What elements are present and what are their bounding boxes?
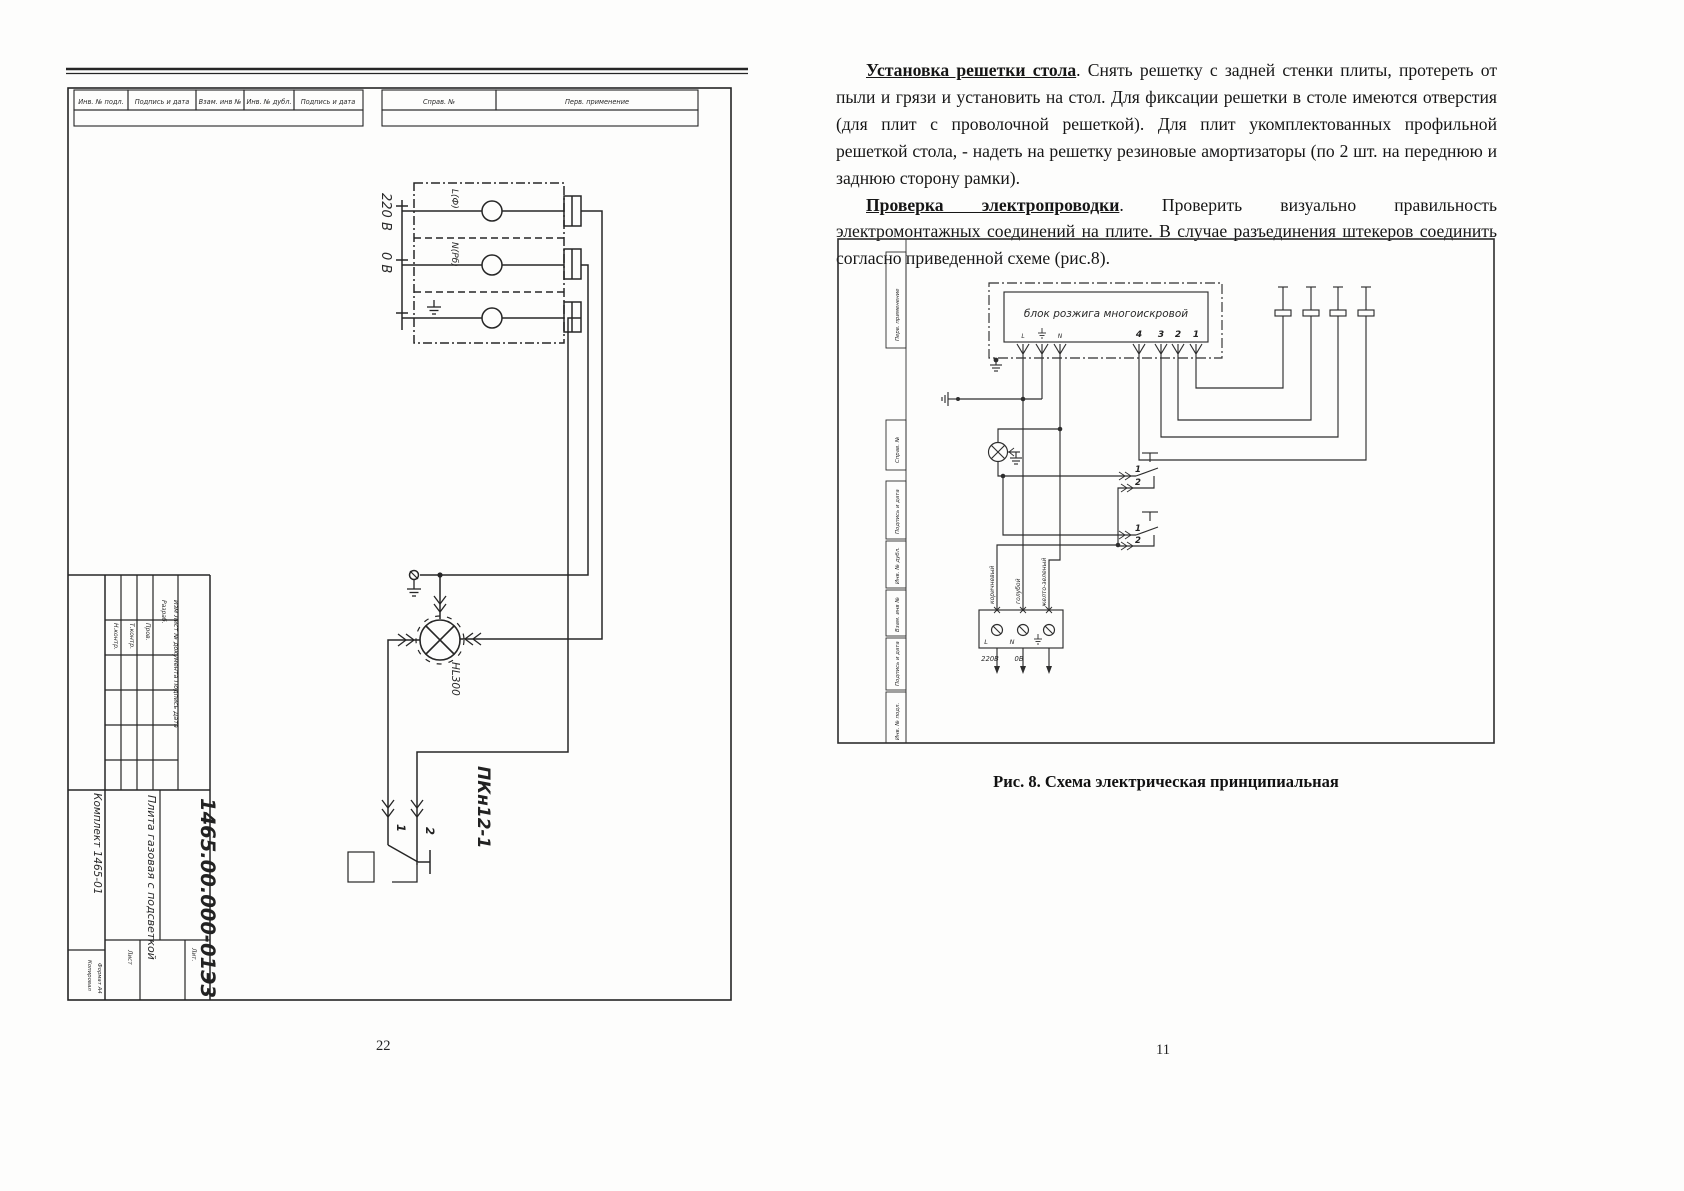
pin-letter: L [1021,333,1025,340]
header-cell-label: Подпись и дата [134,98,190,106]
ground-icon [1038,328,1046,338]
sidebar-cell-label: Подпись и дата [895,641,901,686]
push-button-switch [348,766,493,882]
cell-list-label: Лист [126,950,132,965]
role-label: Н.контр. [112,623,119,650]
ground-icon [990,358,1002,371]
role-label: Разраб. [160,600,167,624]
lamp-symbol [989,443,1023,465]
page-top-rule [66,69,748,74]
figure-8-schematic [820,230,1510,760]
paragraph-lead: Установка решетки стола [866,60,1077,80]
ignition-block [989,283,1222,371]
sidebar-cell-label: Справ. № [895,436,901,463]
contact-1-label: 1 [394,824,408,833]
voltage-220-label: 220 В [378,193,393,231]
sidebar-cell-label: Взам. инв № [895,597,901,632]
sidebar-cell-label: Перв. применение [895,288,901,341]
ground-icon [942,392,1042,406]
supply-terminal-block [979,558,1063,674]
ground-icon [407,580,421,596]
product-name: Плита газовая с подсветкой [145,795,158,960]
contact-2-label: 2 [1135,478,1141,488]
lamp-label: HL300 [449,662,461,696]
contact-2-label: 2 [1135,536,1141,546]
set-label: Комплект 1465-01 [91,793,103,895]
voltage-0-label: 0В [1014,655,1024,663]
contact-1-label: 1 [1135,524,1141,534]
drawing-frame [68,88,731,1000]
title-block [68,575,219,1000]
wire-color-label: голубой [1015,578,1022,604]
wire-color-label: желто-зеленый [1041,557,1048,607]
terminal-l-label: L [984,638,988,646]
terminal-n-label: N [1009,638,1015,646]
cell-lit-label: Лит. [190,948,196,962]
outgoing-arrows [994,648,1052,674]
terminal-l-label: L(Ф) [449,189,459,209]
page-number-left: 22 [376,1038,391,1054]
sidebar-cell-label: Инв. № подл. [895,702,901,740]
ground-icon [427,300,441,314]
figure-sidebar [886,239,906,743]
voltage-220-label: 220В [981,655,999,663]
screw-terminal [992,625,1055,636]
pin-number: 2 [1174,330,1182,340]
terminal-block [378,183,581,343]
header-cell-label: Взам. инв № [198,98,242,106]
voltage-0-label: 0 В [378,252,393,274]
role-label: Пров. [144,623,151,641]
sidebar-cell-label: Инв. № дубл. [895,547,901,584]
left-drawing-sheet [0,0,800,1100]
pin-number: 1 [1192,330,1200,340]
header-cell-label: Инв. № подл. [78,98,124,106]
pin-connectors [1017,344,1202,356]
pin-number: 4 [1135,330,1143,340]
doc-number: 1465.00.000-01Э3 [196,798,219,999]
lamp-symbol [416,616,464,696]
ground-icon [1034,634,1042,644]
contact-1-label: 1 [1135,465,1141,475]
paragraph-lead: Проверка электропроводки [866,194,1120,215]
paragraph [836,57,1497,192]
terminal-n-label: N(Рб) [449,242,459,267]
figure-wiring [942,324,1366,610]
spark-electrodes [1275,287,1374,324]
ignition-block-label: блок розжига многоискровой [1023,308,1189,320]
stamp-header-row: Изм Лист № документа Подпись Дата [172,600,180,728]
footer-copy-label: Копировал [86,960,92,991]
page-number-right: 11 [1156,1042,1170,1058]
header-cell-label: Инв. № дубл. [246,98,292,106]
figure-caption: Рис. 8. Схема электрическая принципиальная [993,772,1339,791]
pin-letter: N [1057,333,1063,340]
header-cell-label: Справ. № [422,98,456,106]
wire-color-label: коричневый [989,565,996,604]
role-label: Т.контр. [128,623,135,650]
switch-label: ПКн12-1 [473,766,493,849]
sidebar-cell-label: Подпись и дата [895,489,901,534]
paragraph-text: . Проверить визуально правильность электромонтажных соединений на плите. В случае разъединения штекеров соединить согласно приведенной схеме (рис.8). [836,194,1497,269]
contact-2-label: 2 [423,827,437,836]
footer-format-label: Формат А4 [96,963,102,994]
pin-number: 3 [1157,330,1165,340]
header-cell-label: Подпись и дата [300,98,356,106]
header-cell-label: Перв. применение [564,98,630,106]
frame-header-strip [74,90,698,126]
paragraph-text: . Снять решетку с задней стенки плиты, протереть от пыли и грязи и установить на стол. Для фиксации решетки в столе имеются отверстия (для плит с проволочной решеткой). Для плит укомплектованных профильной решеткой стола, - надеть на решетку резиновые амортизаторы (по 2 шт. на переднюю и заднюю сторону рамки). [836,60,1498,188]
plug-icon [410,571,419,580]
